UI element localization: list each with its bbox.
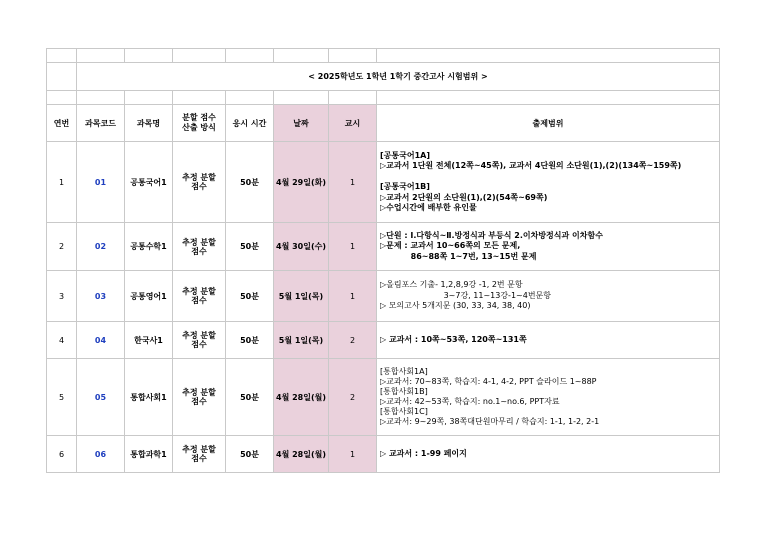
row-code: 04 bbox=[77, 322, 125, 359]
row-date: 5월 1일(목) bbox=[274, 271, 329, 322]
row-range: ▷올림포스 기출- 1,2,8,9강 -1, 2번 문항 3~7강, 11~13강-1~4번문항 ▷ 모의고사 5개지문 (30, 33, 34, 38, 40) bbox=[377, 271, 720, 322]
row-no: 3 bbox=[47, 271, 77, 322]
row-period: 1 bbox=[329, 223, 377, 271]
row-no: 1 bbox=[47, 142, 77, 223]
row-duration: 50분 bbox=[226, 359, 274, 436]
row-range: ▷ 교과서 : 1-99 페이지 bbox=[377, 436, 720, 473]
row-subject: 공통수학1 bbox=[125, 223, 173, 271]
row-subject: 통합과학1 bbox=[125, 436, 173, 473]
row-no: 5 bbox=[47, 359, 77, 436]
row-period: 2 bbox=[329, 359, 377, 436]
row-scoring: 추정 분할 점수 bbox=[173, 142, 226, 223]
row-scoring: 추정 분할 점수 bbox=[173, 271, 226, 322]
header-date: 날짜 bbox=[274, 105, 329, 142]
row-range: [공통국어1A] ▷교과서 1단원 전체(12쪽~45쪽), 교과서 4단원의 소단원(1),(2)(134쪽~159쪽) [공통국어1B] ▷교과서 2단원의 소단원(1),(2)(54쪽~69쪽) ▷수업시간에 배부한 유인물 bbox=[377, 142, 720, 223]
row-range: [통합사회1A] ▷교과서: 70~83쪽, 학습지: 4-1, 4-2, PPT 슬라이드 1~88P [통합사회1B] ▷교과서: 42~53쪽, 학습지: no.1~no.6, PPT자료 [통합사회1C] ▷교과서: 9~29쪽, 38쪽대단원마무리 / 학습지: 1-1, 1-2, 2-1 bbox=[377, 359, 720, 436]
row-duration: 50분 bbox=[226, 223, 274, 271]
row-duration: 50분 bbox=[226, 271, 274, 322]
table-row bbox=[47, 271, 720, 322]
row-scoring: 추정 분할 점수 bbox=[173, 359, 226, 436]
header-code: 과목코드 bbox=[77, 105, 125, 142]
row-code: 05 bbox=[77, 359, 125, 436]
row-no: 4 bbox=[47, 322, 77, 359]
row-subject: 한국사1 bbox=[125, 322, 173, 359]
row-date: 5월 1일(목) bbox=[274, 322, 329, 359]
row-subject: 공통영어1 bbox=[125, 271, 173, 322]
header-period: 교시 bbox=[329, 105, 377, 142]
table-row bbox=[47, 436, 720, 473]
header-no: 연번 bbox=[47, 105, 77, 142]
row-date: 4월 30일(수) bbox=[274, 223, 329, 271]
exam-schedule-table bbox=[46, 48, 720, 473]
row-code: 03 bbox=[77, 271, 125, 322]
table-row bbox=[47, 142, 720, 223]
table-row bbox=[47, 322, 720, 359]
row-subject: 통합사회1 bbox=[125, 359, 173, 436]
header-range: 출제범위 bbox=[377, 105, 720, 142]
row-code: 01 bbox=[77, 142, 125, 223]
row-no: 6 bbox=[47, 436, 77, 473]
header-row bbox=[47, 105, 720, 142]
page-title: < 2025학년도 1학년 1학기 중간고사 시험범위 > bbox=[77, 63, 720, 91]
row-scoring: 추정 분할 점수 bbox=[173, 322, 226, 359]
row-duration: 50분 bbox=[226, 436, 274, 473]
row-duration: 50분 bbox=[226, 322, 274, 359]
header-duration: 응시 시간 bbox=[226, 105, 274, 142]
row-no: 2 bbox=[47, 223, 77, 271]
row-scoring: 추정 분할 점수 bbox=[173, 223, 226, 271]
row-scoring: 추정 분할 점수 bbox=[173, 436, 226, 473]
header-subject: 과목명 bbox=[125, 105, 173, 142]
table-row bbox=[47, 359, 720, 436]
row-date: 4월 29일(화) bbox=[274, 142, 329, 223]
table-row bbox=[47, 223, 720, 271]
row-period: 1 bbox=[329, 436, 377, 473]
row-duration: 50분 bbox=[226, 142, 274, 223]
row-subject: 공통국어1 bbox=[125, 142, 173, 223]
row-period: 1 bbox=[329, 271, 377, 322]
row-date: 4월 28일(월) bbox=[274, 436, 329, 473]
row-period: 2 bbox=[329, 322, 377, 359]
row-code: 06 bbox=[77, 436, 125, 473]
row-code: 02 bbox=[77, 223, 125, 271]
row-range: ▷ 교과서 : 10쪽~53쪽, 120쪽~131쪽 bbox=[377, 322, 720, 359]
row-period: 1 bbox=[329, 142, 377, 223]
row-date: 4월 28일(월) bbox=[274, 359, 329, 436]
row-range: ▷단원 : Ⅰ.다항식~Ⅱ.방정식과 부등식 2.이차방정식과 이차함수 ▷문제 : 교과서 10~66쪽의 모든 문제, 86~88쪽 1~7번, 13~15번 문제 bbox=[377, 223, 720, 271]
header-scoring: 분할 점수 산출 방식 bbox=[173, 105, 226, 142]
